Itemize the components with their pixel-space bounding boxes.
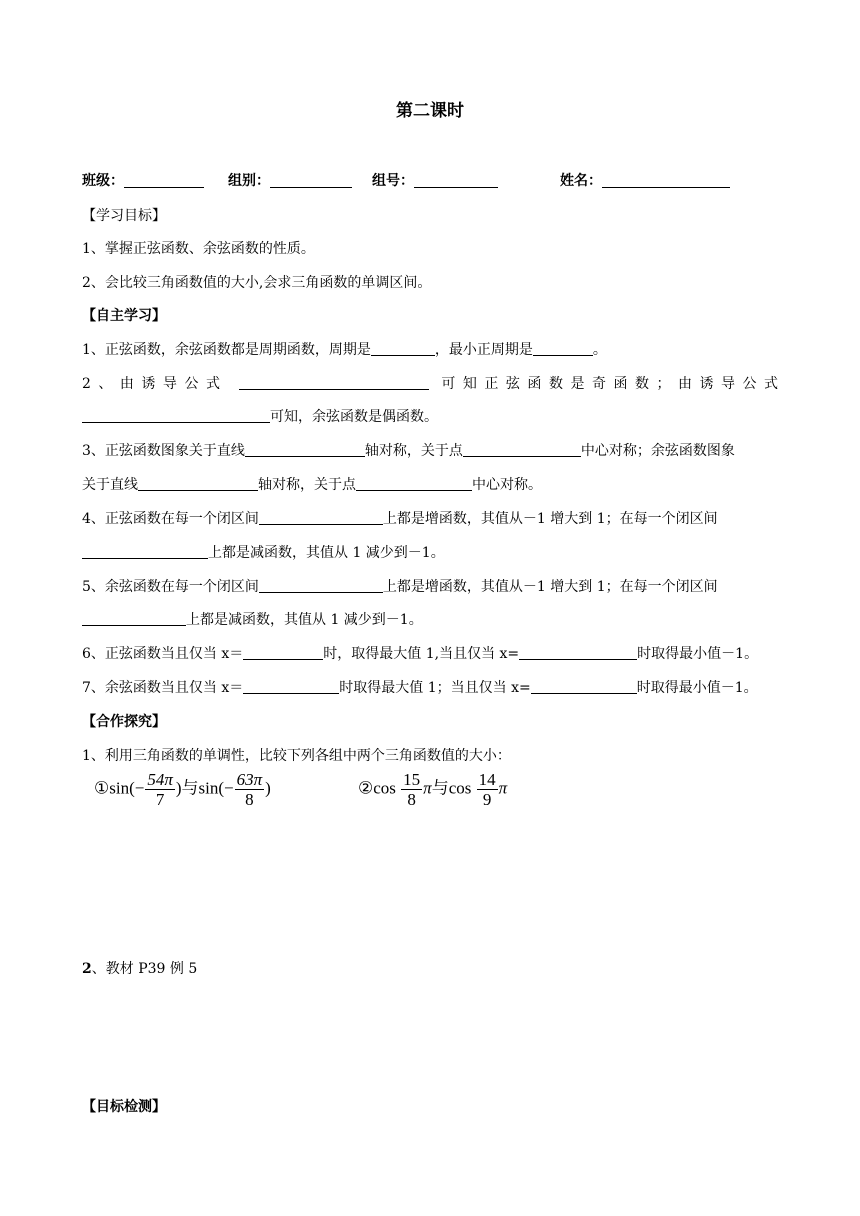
q6-text-c: 时取得最小值－1。 — [637, 646, 759, 662]
q5-blank-2[interactable] — [82, 613, 186, 626]
q1-text-b: ，最小正周期是 — [434, 342, 533, 358]
numerator-1: 54π — [147, 770, 173, 789]
q4-text-b: 上都是增函数，其值从－1 增大到 1；在每一个闭区间 — [382, 511, 718, 527]
explore-heading: 【合作探究】 — [82, 714, 166, 730]
compare-expression-1 — [94, 770, 271, 809]
q3-blank-1a[interactable] — [245, 444, 285, 457]
q1-text-c: 。 — [592, 342, 607, 358]
q3-blank-4a[interactable] — [356, 478, 396, 491]
self-study-q7 — [82, 677, 758, 697]
q3-blank-2b[interactable] — [503, 444, 581, 457]
self-study-q4-line2 — [82, 542, 445, 562]
page-title: 第二课时 — [396, 101, 464, 121]
q2-blank-2[interactable] — [82, 410, 270, 423]
denominator-1: 7 — [155, 790, 165, 809]
q4-blank-2[interactable] — [82, 546, 208, 559]
self-study-q1 — [82, 339, 607, 359]
q5-text-b: 上都是增函数，其值从－1 增大到 1；在每一个闭区间 — [382, 579, 718, 595]
fraction-63pi-8 — [235, 770, 265, 809]
q3-text-c: 中心对称；余弦函数图象 — [580, 443, 735, 459]
denominator-2: 8 — [245, 790, 254, 809]
explore-q2-text: 、教材 P39 例 5 — [91, 961, 198, 977]
pi-1: π — [423, 778, 432, 798]
sin-func-1: sin — [109, 778, 130, 798]
q5-text-c: 上都是减函数，其值从 1 减少到－1。 — [186, 612, 423, 628]
q3-text-a: 3、正弦函数图象关于直线 — [82, 443, 245, 459]
class-label: 班级： — [82, 173, 124, 189]
explore-q2-number: 2 — [82, 961, 92, 977]
number-blank[interactable] — [414, 173, 498, 188]
sin-func-2: sin — [198, 778, 219, 798]
q4-blank-1[interactable] — [259, 512, 383, 525]
self-study-q6 — [82, 643, 758, 663]
q3-blank-1b[interactable] — [285, 444, 351, 457]
self-study-q2-line1 — [82, 373, 778, 393]
q3-text-d: 关于直线 — [82, 477, 138, 493]
self-study-q5-line1 — [82, 576, 718, 596]
q3-blank-4b[interactable] — [396, 478, 472, 491]
q6-text-a: 6、正弦函数当且仅当 x＝ — [82, 646, 244, 662]
fraction-54pi-7 — [145, 770, 175, 809]
q3-blank-1c[interactable] — [351, 444, 365, 457]
group-field — [228, 170, 352, 190]
explore-q2 — [82, 958, 197, 978]
name-blank[interactable] — [602, 173, 730, 188]
pi-2: π — [498, 778, 508, 798]
q3-text-b: 轴对称，关于点 — [364, 443, 463, 459]
check-heading: 【目标检测】 — [82, 1099, 166, 1115]
fraction-14-9 — [477, 770, 498, 809]
q2-text-c: 可知，余弦函数是偶函数。 — [270, 409, 438, 425]
cos-func-2: cos — [448, 778, 472, 798]
number-field — [372, 170, 498, 190]
group-blank[interactable] — [270, 173, 352, 188]
group-label: 组别： — [228, 173, 270, 189]
q7-blank-min-a[interactable] — [531, 681, 561, 694]
q5-text-a: 5、余弦函数在每一个闭区间 — [82, 579, 259, 595]
numerator-3: 15 — [403, 770, 421, 789]
q7-blank-max[interactable] — [243, 681, 339, 694]
q3-text-f: 中心对称。 — [472, 477, 542, 493]
q1-text-a: 1、正弦函数，余弦函数都是周期函数，周期是 — [82, 342, 371, 358]
denominator-4: 9 — [482, 790, 492, 809]
marker-1: ① — [94, 778, 110, 798]
q3-blank-2a[interactable] — [463, 444, 503, 457]
q3-blank-3[interactable] — [138, 478, 258, 491]
paren-close-and-1: )与 — [175, 778, 199, 798]
paren-open-1: (− — [129, 778, 145, 798]
numerator-2: 63π — [236, 770, 263, 789]
q7-text-c: 时取得最小值－1。 — [636, 680, 758, 696]
q7-text-a: 7、余弦函数当且仅当 x＝ — [82, 680, 244, 696]
goal-item-1: 1、掌握正弦函数、余弦函数的性质。 — [82, 241, 315, 257]
self-study-heading: 【自主学习】 — [82, 308, 166, 324]
class-blank[interactable] — [124, 173, 204, 188]
name-field — [560, 170, 730, 190]
cos-func-1: cos — [373, 778, 396, 798]
self-study-q3-line2 — [82, 474, 542, 494]
self-study-q4-line1 — [82, 508, 718, 528]
q7-blank-min-b[interactable] — [561, 681, 637, 694]
self-study-q3-line1 — [82, 440, 735, 460]
self-study-q2-line2 — [82, 406, 438, 426]
q6-text-b: 时，取得最大值 1,当且仅当 x= — [323, 646, 520, 662]
goal-item-2: 2、会比较三角函数值的大小,会求三角函数的单调区间。 — [82, 275, 432, 291]
q2-text-b: 可知正弦函数是奇函数；由诱导公式 — [441, 376, 779, 392]
name-label: 姓名： — [560, 173, 602, 189]
denominator-3: 8 — [407, 790, 416, 809]
explore-q1: 1、利用三角函数的单调性，比较下列各组中两个三角函数值的大小： — [82, 748, 511, 764]
q1-blank-period[interactable] — [371, 343, 435, 356]
fraction-15-8 — [401, 770, 422, 809]
q6-blank-max[interactable] — [243, 647, 323, 660]
q5-blank-1[interactable] — [259, 580, 383, 593]
compare-expression-2 — [358, 770, 507, 809]
q4-text-c: 上都是减函数，其值从 1 减少到－1。 — [208, 545, 445, 561]
q2-blank-1[interactable] — [239, 377, 429, 390]
paren-close-2: ) — [265, 778, 271, 798]
q6-blank-min[interactable] — [519, 647, 637, 660]
q4-text-a: 4、正弦函数在每一个闭区间 — [82, 511, 259, 527]
q3-text-e: 轴对称，关于点 — [258, 477, 356, 493]
number-label: 组号： — [372, 173, 414, 189]
numerator-4: 14 — [478, 770, 496, 789]
paren-open-2: (− — [218, 778, 234, 798]
q7-text-b: 时取得最大值 1；当且仅当 x= — [339, 680, 531, 696]
q2-text-a: 2、由诱导公式 — [82, 376, 228, 392]
q1-blank-min-period[interactable] — [533, 343, 593, 356]
goals-heading: 【学习目标】 — [82, 208, 166, 224]
self-study-q5-line2 — [82, 609, 423, 629]
marker-2: ② — [358, 778, 374, 798]
class-field — [82, 170, 204, 190]
and-2: 与 — [431, 778, 449, 798]
